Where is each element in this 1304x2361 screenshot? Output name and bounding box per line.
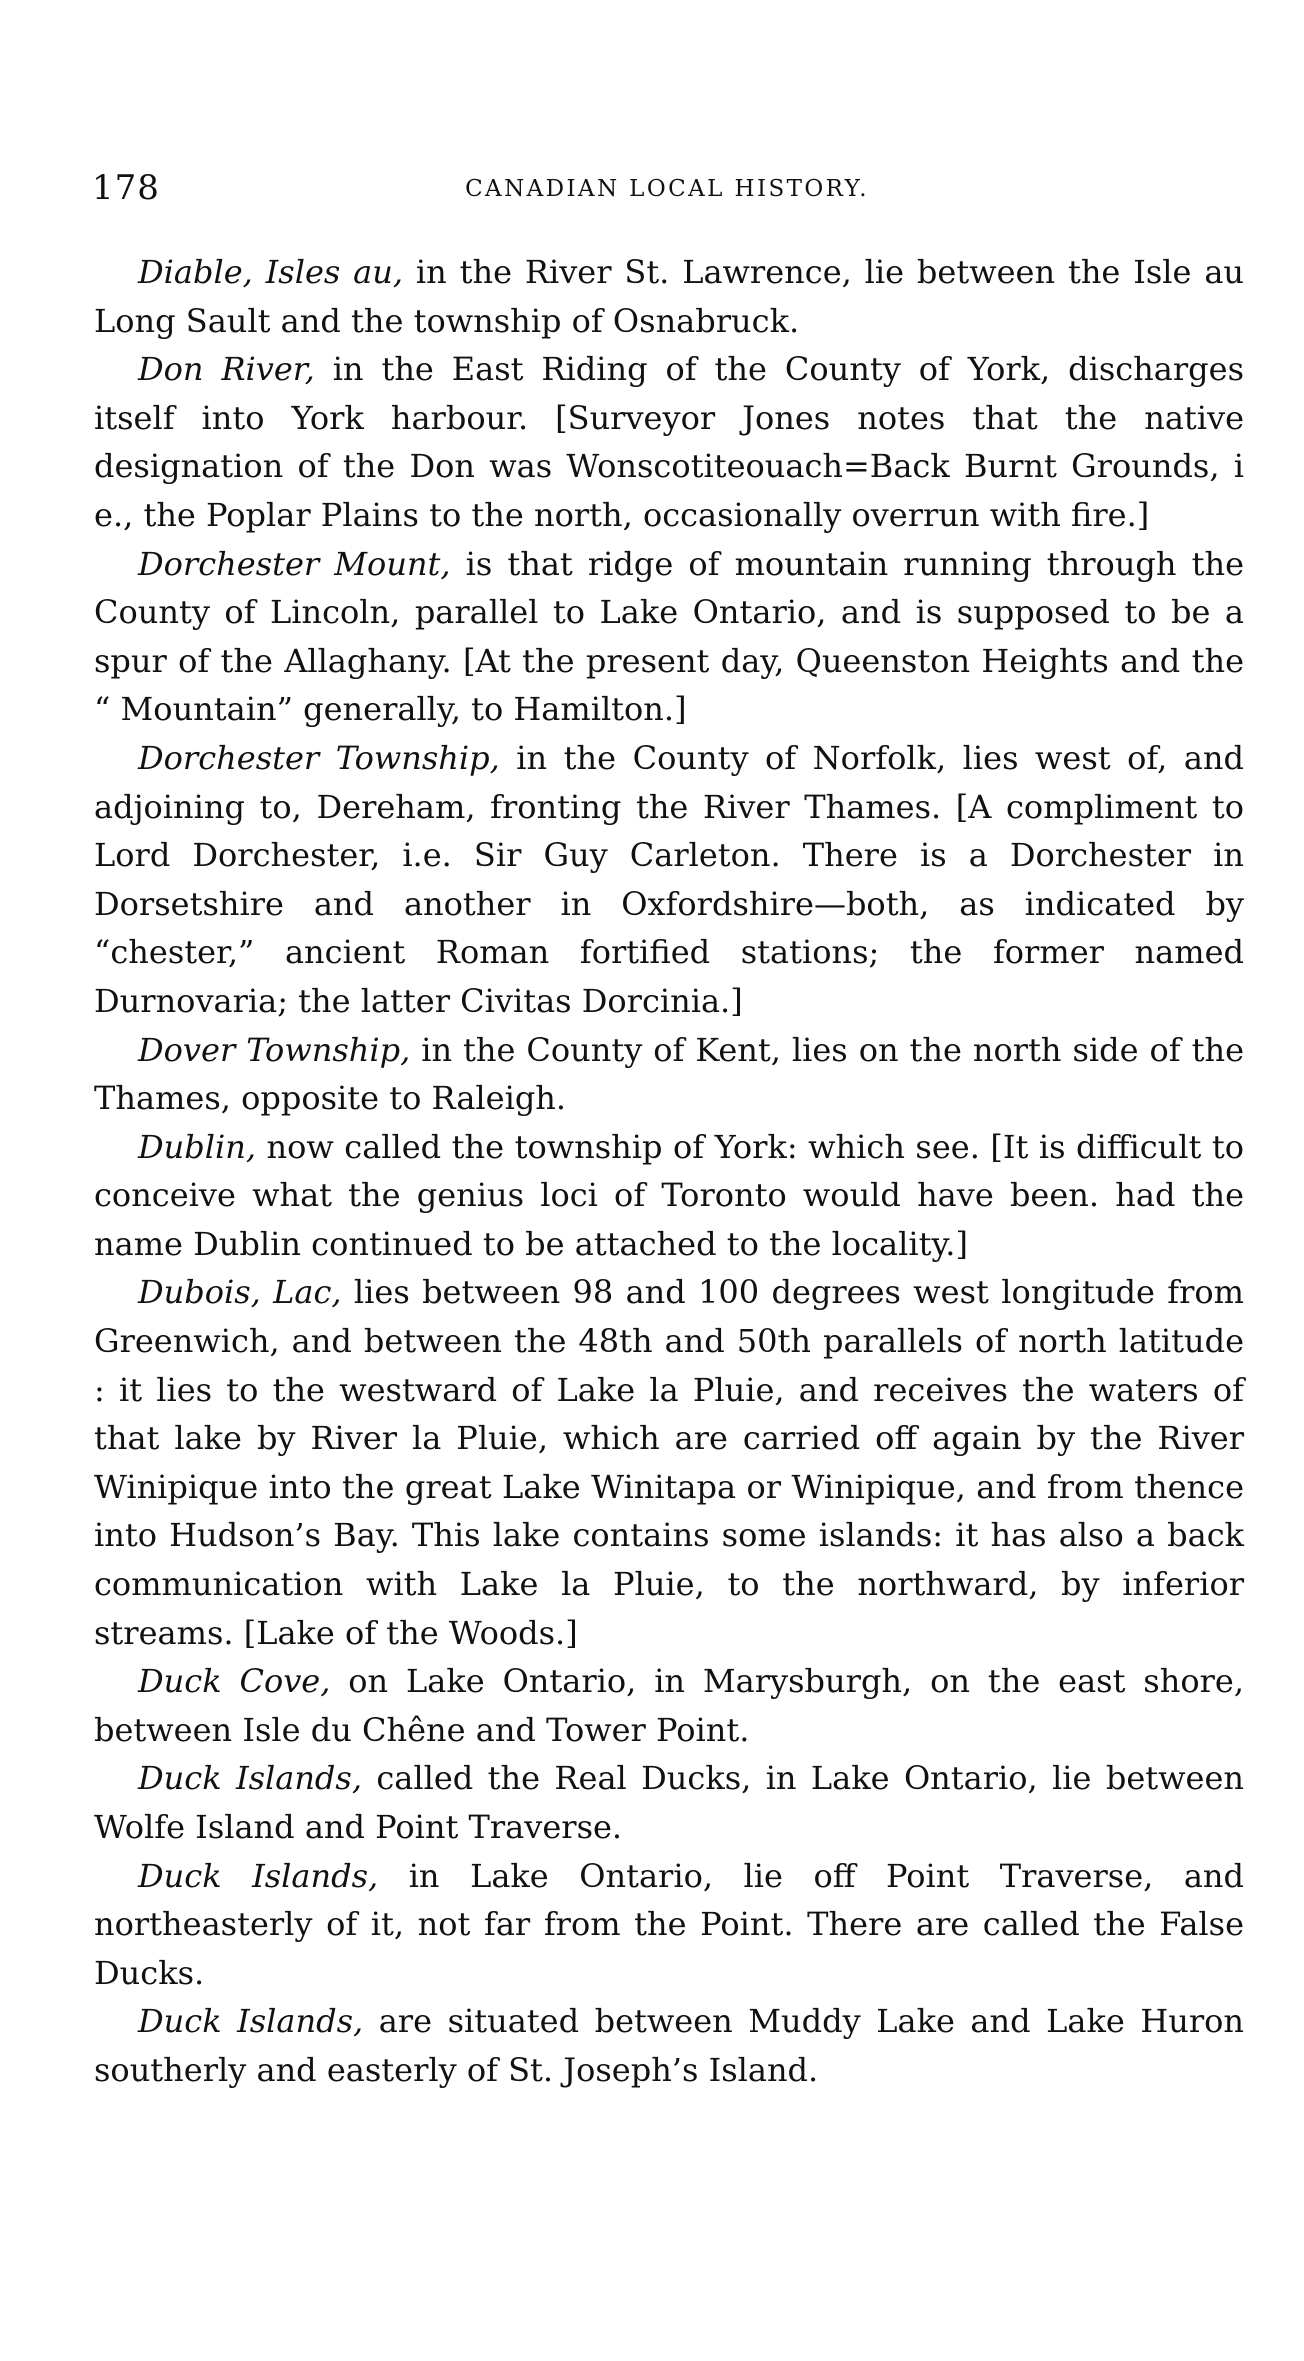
entry-term: Dorchester Township, (138, 738, 500, 777)
entry-duck-islands-false (94, 1852, 1244, 1998)
entry-dover-township (94, 1026, 1244, 1123)
entry-text: is that ridge of mountain running through the County of Lincoln, parallel to Lake Ontario, and is supposed to be a spur of the Allaghany. [At the present day, Queenston Heights and the “ Mountain” generally, to Hamilton.] (94, 544, 1244, 729)
entry-text: on Lake Ontario, in Marysburgh, on the east shore, between Isle du Chêne and Tower Point. (94, 1662, 1245, 1749)
entry-diable-isles-au (94, 248, 1244, 345)
entry-text: in the River St. Lawrence, lie between the Isle au Long Sault and the township of Osnabruck. (94, 253, 1245, 340)
running-head (92, 168, 1242, 218)
entry-text: in the East Riding of the County of York, discharges itself into York harbour. [Surveyor Jones notes that the native designation of the Don was Wonscotiteouach=Back Burnt Grounds, i e., the Poplar Plains to the north, occasionally overrun with fire.] (94, 350, 1245, 534)
entry-duck-islands-huron (94, 1997, 1244, 2094)
entry-term: Diable, Isles au, (138, 253, 404, 291)
entry-duck-islands-real (94, 1754, 1244, 1851)
entry-term: Don River, (138, 350, 315, 389)
entry-term: Duck Islands, (138, 2002, 364, 2041)
entry-text: in Lake Ontario, lie off Point Traverse, and northeasterly of it, not far from the Point. There are called the False Ducks. (94, 1856, 1245, 1992)
entry-text: called the Real Ducks, in Lake Ontario, lie between Wolfe Island and Point Traverse. (94, 1759, 1245, 1846)
entry-term: Duck Islands, (138, 1759, 363, 1798)
entry-don-river (94, 345, 1244, 539)
entry-dublin (94, 1123, 1244, 1269)
entry-text: now called the township of York: which see. [It is difficult to conceive what the genius loci of Toronto would have been. had the name Dublin continued to be attached to the locality.] (94, 1127, 1244, 1263)
entry-text: lies between 98 and 100 degrees west longitude from Greenwich, and between the 48th and 50th parallels of north latitude : it lies to the westward of Lake la Pluie, and receives the waters of that lake by River la Pluie, which are carried off again by the River Winipique into the great Lake Winitapa or Winipique, and from thence into Hudson’s Bay. This lake contains some islands: it has also a back communication with Lake la Pluie, to the northward, by inferior streams. [Lake of the Woods.] (94, 1273, 1245, 1652)
entry-dorchester-mount (94, 540, 1244, 734)
entry-term: Dublin, (138, 1127, 256, 1166)
entry-text: are situated between Muddy Lake and Lake Huron southerly and easterly of St. Joseph’s Island. (94, 2002, 1245, 2089)
entry-term: Duck Cove, (138, 1662, 331, 1701)
entry-text: in the County of Kent, lies on the north side of the Thames, opposite to Raleigh. (94, 1030, 1245, 1118)
entry-dorchester-township (94, 734, 1244, 1026)
entry-duck-cove (94, 1657, 1244, 1754)
entry-term: Dubois, Lac, (138, 1273, 342, 1312)
entry-dubois-lac (94, 1268, 1244, 1657)
entry-term: Dover Township, (138, 1030, 411, 1069)
entry-text: in the County of Norfolk, lies west of, and adjoining to, Dereham, fronting the River Thames. [A compliment to Lord Dorchester, i.e. Sir Guy Carleton. There is a Dorchester in Dorsetshire and another in Oxfordshire—both, as indicated by “chester,” ancient Roman fortified stations; the former named Durnovaria; the latter Civitas Dorcinia.] (94, 738, 1245, 1020)
running-title: CANADIAN LOCAL HISTORY. (465, 176, 869, 202)
gazetteer-entries (94, 248, 1244, 2095)
entry-term: Dorchester Mount, (138, 544, 451, 583)
entry-term: Duck Islands, (138, 1856, 379, 1895)
page-number: 178 (92, 168, 160, 208)
